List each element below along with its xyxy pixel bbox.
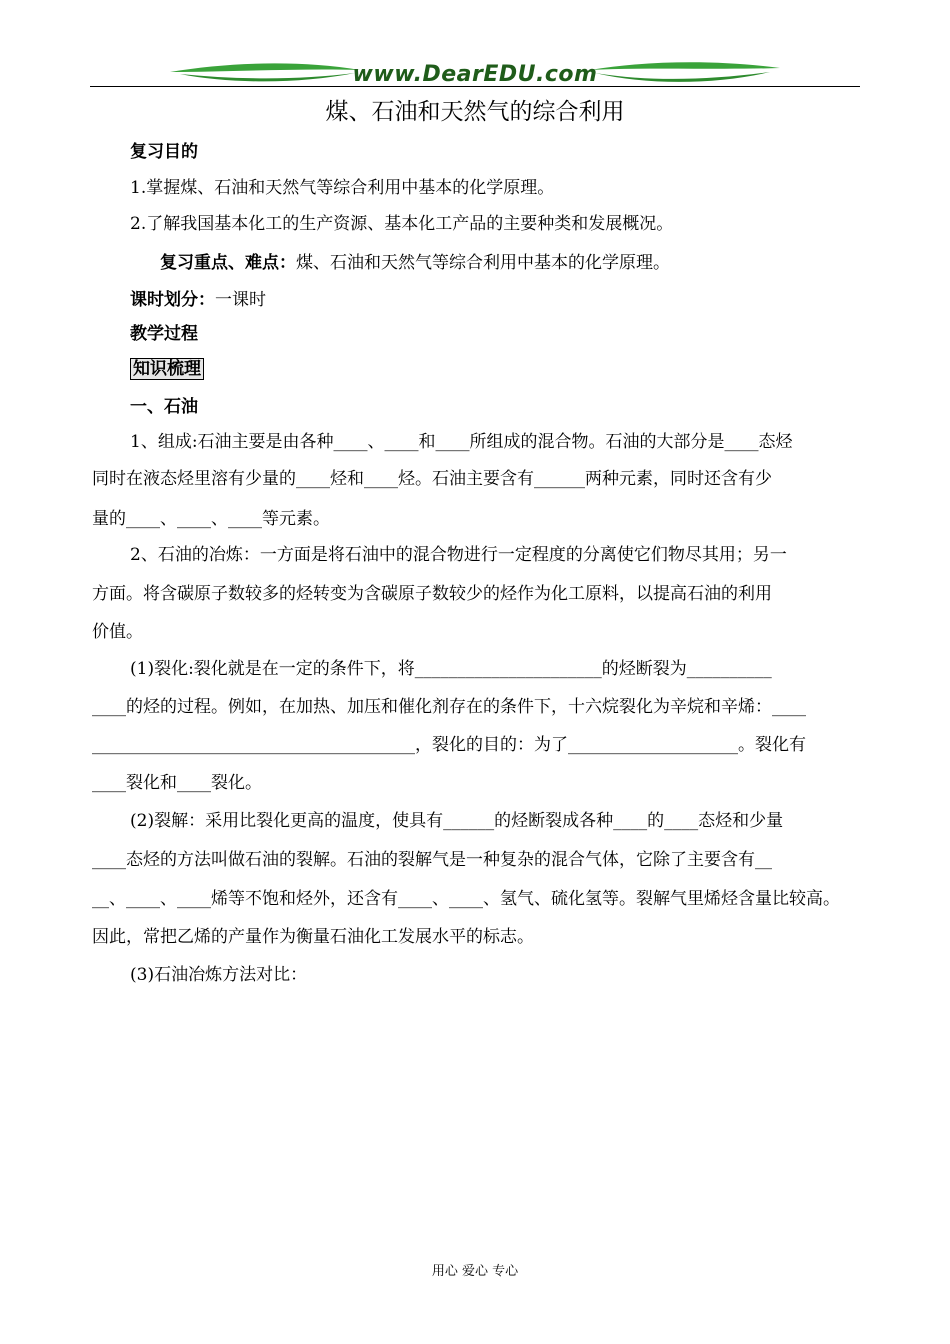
knowledge-box: 知识梳理 — [130, 358, 204, 380]
hours-text: 一课时 — [215, 290, 266, 310]
page-title: 煤、石油和天然气的综合利用 — [325, 99, 625, 125]
key-points-label: 复习重点、难点： — [160, 253, 296, 273]
paragraph-composition-line-1: 1、组成:石油主要是由各种____、____和____所组成的混合物。石油的大部分是____态烃 — [130, 432, 793, 452]
logo-text: www.DearEDU.com — [352, 62, 598, 87]
paragraph-pyrolysis-line-1: (2)裂解：采用比裂化更高的温度，使具有______的烃断裂成各种____的____态烃和少量 — [130, 811, 784, 831]
paragraph-comparison-line-1: (3)石油冶炼方法对比： — [130, 965, 308, 985]
paragraph-pyrolysis-line-2: ____态烃的方法叫做石油的裂解。石油的裂解气是一种复杂的混合气体，它除了主要含有__ — [92, 850, 772, 870]
key-points-text: 煤、石油和天然气等综合利用中基本的化学原理。 — [296, 253, 670, 273]
paragraph-refining-line-1: 2、石油的冶炼：一方面是将石油中的混合物进行一定程度的分离使它们物尽其用；另一 — [130, 545, 787, 565]
paragraph-composition-line-3: 量的____、____、____等元素。 — [92, 509, 330, 529]
paragraph-refining-line-3: 价值。 — [92, 622, 143, 642]
paragraph-composition-line-2: 同时在液态烃里溶有少量的____烃和____烃。石油主要含有______两种元素，同时还含有少 — [92, 469, 772, 489]
hours-label: 课时划分： — [130, 290, 215, 310]
process-heading: 教学过程 — [130, 324, 198, 344]
paragraph-cracking-line-3: ______________________________________，裂化的目的：为了____________________。裂化有 — [92, 735, 806, 755]
paragraph-cracking-line-4: ____裂化和____裂化。 — [92, 773, 262, 793]
paragraph-cracking-line-2: ____的烃的过程。例如，在加热、加压和催化剂存在的条件下，十六烷裂化为辛烷和辛烯：____ — [92, 697, 806, 717]
paragraph-refining-line-2: 方面。将含碳原子数较多的烃转变为含碳原子数较少的烃作为化工原料，以提高石油的利用 — [92, 584, 772, 604]
paragraph-cracking-line-1: (1)裂化:裂化就是在一定的条件下，将______________________的烃断裂为__________ — [130, 659, 772, 679]
goal-item-1: 1.掌握煤、石油和天然气等综合利用中基本的化学原理。 — [130, 178, 555, 198]
goal-item-2: 2.了解我国基本化工的生产资源、基本化工产品的主要种类和发展概况。 — [130, 214, 674, 234]
hours-line — [130, 288, 266, 312]
goal-heading: 复习目的 — [130, 142, 198, 162]
page-footer: 用心 爱心 专心 — [431, 1264, 519, 1279]
header-rule — [90, 86, 860, 87]
key-points-line — [160, 251, 670, 275]
paragraph-pyrolysis-line-4: 因此，常把乙烯的产量作为衡量石油化工发展水平的标志。 — [92, 927, 534, 947]
knowledge-box-line — [130, 357, 204, 381]
paragraph-pyrolysis-line-3: __、____、____烯等不饱和烃外，还含有____、____、氢气、硫化氢等。裂解气里烯烃含量比较高。 — [92, 889, 840, 909]
section-heading-petroleum: 一、石油 — [130, 397, 198, 417]
